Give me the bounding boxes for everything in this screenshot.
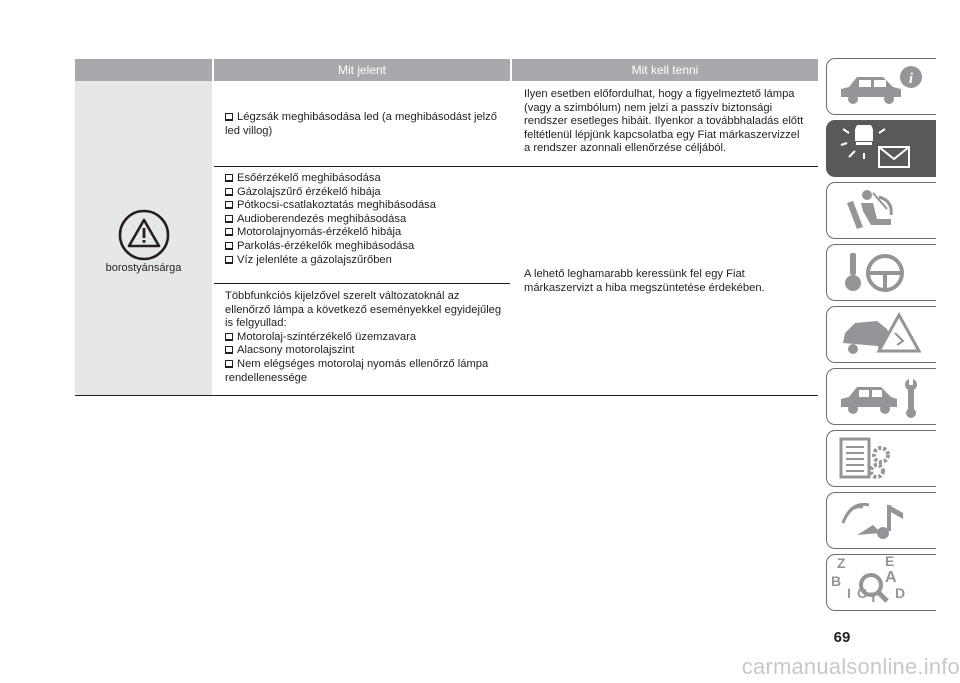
seat-safety-icon [833,187,929,235]
car-service-wrench-icon [833,373,929,421]
header-action: Mit kell tenni [512,59,818,81]
header-meaning: Mit jelent [214,59,510,81]
technical-data-gear-icon [833,435,929,483]
car-warning-triangle-icon [833,311,929,359]
list-item: Esőérzékelő meghibásodása [225,172,515,186]
bullet-icon [225,201,233,209]
tab-safety[interactable] [826,182,936,239]
list-item: Parkolás-érzékelők meghibásodása [225,240,515,254]
bullet-icon [225,215,233,223]
tab-index[interactable] [826,554,936,611]
index-letter: C [857,585,868,601]
list-item: Motorolajnyomás-érzékelő hibája [225,226,515,240]
row23-action [524,268,818,295]
bullet-icon [225,360,233,368]
row1-action-line: rendszer esetleges hibáit. Ilyenkor a továbbhaladás előtt [524,115,804,128]
list-item: Motorolaj-szintérzékelő üzemzavara [225,331,515,345]
warning-triangle-icon [118,209,170,261]
row3-intro-line: is felgyullad: [225,317,287,330]
row2-meaning-list [225,172,515,267]
row1-action [524,88,818,156]
row3-intro-line: Többfunkciós kijelzővel szerelt változatoknál az [225,290,460,302]
tab-multimedia[interactable] [826,492,936,549]
page-number: 69 [833,629,851,646]
row1-meaning [225,111,513,138]
row3-tail: rendellenessége [225,371,308,384]
bullet-icon [225,242,233,250]
bullet-icon [225,256,233,264]
index-letter: T [869,589,878,605]
list-item: Gázolajszűrő érzékelő hibája [225,186,515,200]
row1-action-line: a rendszer azonnali ellenőrzése céljából. [524,142,727,155]
row1-action-line: (vagy a szimbólum) nem jelzi a passzív biztonsági [524,101,773,114]
header-color-column [75,59,212,81]
index-letter: D [895,585,906,601]
row23-action-line: márkaszervizt a hiba megszüntetése érdekében. [524,281,765,294]
table-bottom-rule [75,395,818,396]
watermark: carmanualsonline.info [741,654,960,679]
row23-action-line: A lehető leghamarabb keressünk fel egy Fiat [524,268,745,280]
svg-text:i: i [908,71,914,87]
tab-car-info[interactable] [826,58,936,115]
multimedia-music-icon [833,497,929,545]
list-item: Audioberendezés meghibásodása [225,213,515,227]
bullet-icon [225,174,233,182]
index-letter: E [885,553,895,569]
index-letter: I [847,585,851,601]
row3-intro-line: ellenőrző lámpa a következő eseményekkel egyidejűleg [225,303,502,316]
bullet-icon [225,333,233,341]
bullet-icon [225,188,233,196]
row1-meaning-text: Légzsák meghibásodása led (a meghibásodást jelző led villog) [225,111,497,137]
tab-technical-data[interactable] [826,430,936,487]
bullet-icon [225,346,233,354]
index-letter: A [885,569,897,586]
row-divider [214,283,510,284]
car-info-icon [833,63,929,111]
color-column [75,81,212,396]
row1-action-line: feltétlenül lépjünk kapcsolatba egy Fiat márkaszervizzel [524,128,800,141]
bullet-icon [225,228,233,236]
light-color-label: borostyánsárga [105,262,182,274]
row-divider [214,166,818,167]
row1-action-line: Ilyen esetben előfordulhat, hogy a figyelmeztető lámpa [524,88,795,100]
bullet-icon [225,113,233,121]
tab-maintenance[interactable] [826,368,936,425]
row3-meaning [225,290,515,385]
table-header [75,59,818,81]
index-letter: B [831,573,842,589]
list-item: Alacsony motorolajszint [225,344,515,358]
index-letter: Z [837,555,846,571]
tab-emergency[interactable] [826,306,936,363]
tab-warning-lights[interactable] [826,120,936,177]
tab-starting-driving[interactable] [826,244,936,301]
warning-light-message-icon [833,125,929,173]
list-item: Pótkocsi-csatlakoztatás meghibásodása [225,199,515,213]
list-item: Nem elégséges motorolaj nyomás ellenőrző lámpa [225,358,515,372]
key-steering-wheel-icon [833,249,929,297]
list-item: Víz jelenléte a gázolajszűrőben [225,254,515,268]
